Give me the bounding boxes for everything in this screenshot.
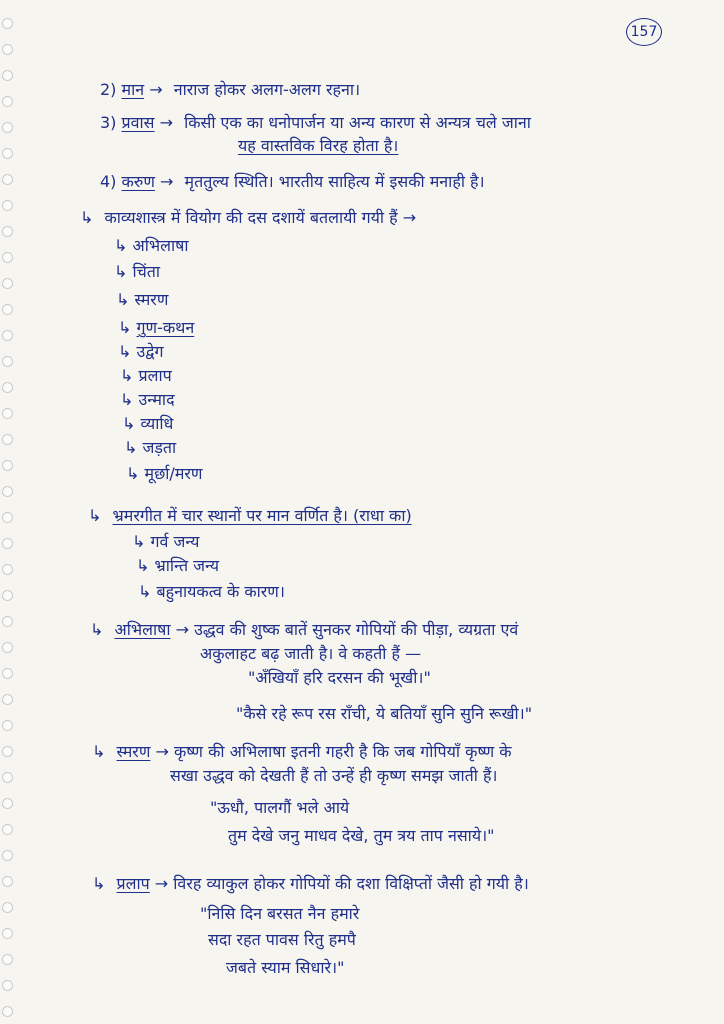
binder-hole xyxy=(2,746,13,757)
binder-hole xyxy=(2,694,13,705)
binder-hole xyxy=(2,512,13,523)
binder-hole xyxy=(2,720,13,731)
binder-hole xyxy=(2,902,13,913)
binder-hole xyxy=(2,70,13,81)
binder-hole xyxy=(2,486,13,497)
binder-hole xyxy=(2,798,13,809)
quote-pralap-2: सदा रहत पावस रितु हमपै xyxy=(208,930,356,949)
binder-hole xyxy=(2,954,13,965)
line-abhilasha: ↳ अभिलाषा → उद्धव की शुष्क बातें सुनकर गोपियों की पीड़ा, व्यग्रता एवं xyxy=(90,620,519,639)
dasha-9: ↳ जड़ता xyxy=(124,438,177,457)
maan-3: ↳ बहुनायकत्व के कारण। xyxy=(138,582,285,601)
binder-hole xyxy=(2,668,13,679)
dasha-4: ↳ गुण-कथन xyxy=(118,318,195,337)
quote-abhilasha-1: "अँखियाँ हरि दरसन की भूखी।" xyxy=(248,668,431,687)
binder-hole xyxy=(2,616,13,627)
binder-hole xyxy=(2,174,13,185)
binder-hole xyxy=(2,408,13,419)
dasha-3: ↳ स्मरण xyxy=(116,290,169,309)
quote-pralap-3: जबते स्याम सिधारे।" xyxy=(226,958,345,977)
binder-hole xyxy=(2,382,13,393)
dasha-8: ↳ व्याधि xyxy=(122,414,174,433)
binder-hole xyxy=(2,356,13,367)
binder-hole xyxy=(2,122,13,133)
line-pravas-cont: यह वास्तविक विरह होता है। xyxy=(238,136,399,155)
line-smaran-cont: सखा उद्धव को देखती हैं तो उन्हें ही कृष्ण समझ जाती हैं। xyxy=(170,766,498,785)
binder-hole xyxy=(2,226,13,237)
dasha-1: ↳ अभिलाषा xyxy=(114,236,189,255)
dasha-6: ↳ प्रलाप xyxy=(120,366,172,385)
binder-hole xyxy=(2,278,13,289)
line-pravas: 3) प्रवास → किसी एक का धनोपार्जन या अन्य कारण से अन्यत्र चले जाना xyxy=(100,113,531,132)
binder-hole xyxy=(2,980,13,991)
maan-2: ↳ भ्रान्ति जन्य xyxy=(136,556,220,575)
binder-hole xyxy=(2,44,13,55)
quote-abhilasha-2: "कैसे रहे रूप रस राँची, ये बतियाँ सुनि सुनि रूखी।" xyxy=(236,704,533,723)
binder-hole xyxy=(2,824,13,835)
binder-hole xyxy=(2,642,13,653)
line-bhramargeet-maan: ↳ भ्रमरगीत में चार स्थानों पर मान वर्णित है। (राधा का) xyxy=(88,506,412,525)
dasha-7: ↳ उन्माद xyxy=(120,390,175,409)
binder-hole xyxy=(2,304,13,315)
dasha-10: ↳ मूर्छा/मरण xyxy=(126,464,203,483)
dasha-2: ↳ चिंता xyxy=(114,262,161,281)
binder-hole xyxy=(2,590,13,601)
page-number: 157 xyxy=(626,18,662,46)
binder-hole xyxy=(2,460,13,471)
binder-hole xyxy=(2,538,13,549)
binder-hole xyxy=(2,96,13,107)
binder-hole xyxy=(2,772,13,783)
binder-hole xyxy=(2,928,13,939)
line-karun: 4) करुण → मृततुल्य स्थिति। भारतीय साहित्य में इसकी मनाही है। xyxy=(100,172,485,191)
binder-hole xyxy=(2,200,13,211)
binder-hole xyxy=(2,148,13,159)
line-das-dashayen: ↳ काव्यशास्त्र में वियोग की दस दशायें बतलायी गयी हैं → xyxy=(80,208,417,227)
binder-hole xyxy=(2,330,13,341)
dasha-5: ↳ उद्वेग xyxy=(118,342,164,361)
binder-holes xyxy=(0,0,14,1024)
quote-smaran-1: "ऊधौ, पालगौं भले आये xyxy=(210,798,350,817)
binder-hole xyxy=(2,850,13,861)
quote-pralap-1: "निसि दिन बरसत नैन हमारे xyxy=(200,904,360,923)
binder-hole xyxy=(2,564,13,575)
binder-hole xyxy=(2,876,13,887)
binder-hole xyxy=(2,252,13,263)
quote-smaran-2: तुम देखे जनु माधव देखे, तुम त्रय ताप नसाये।" xyxy=(228,826,495,845)
line-smaran: ↳ स्मरण → कृष्ण की अभिलाषा इतनी गहरी है कि जब गोपियाँ कृष्ण के xyxy=(92,742,512,761)
maan-1: ↳ गर्व जन्य xyxy=(132,532,200,551)
binder-hole xyxy=(2,18,13,29)
binder-hole xyxy=(2,434,13,445)
binder-hole xyxy=(2,1006,13,1017)
line-abhilasha-cont: अकुलाहट बढ़ जाती है। वे कहती हैं — xyxy=(200,644,422,663)
line-maan: 2) मान → नाराज होकर अलग-अलग रहना। xyxy=(100,80,361,99)
line-pralap: ↳ प्रलाप → विरह व्याकुल होकर गोपियों की दशा विक्षिप्तों जैसी हो गयी है। xyxy=(92,874,529,893)
